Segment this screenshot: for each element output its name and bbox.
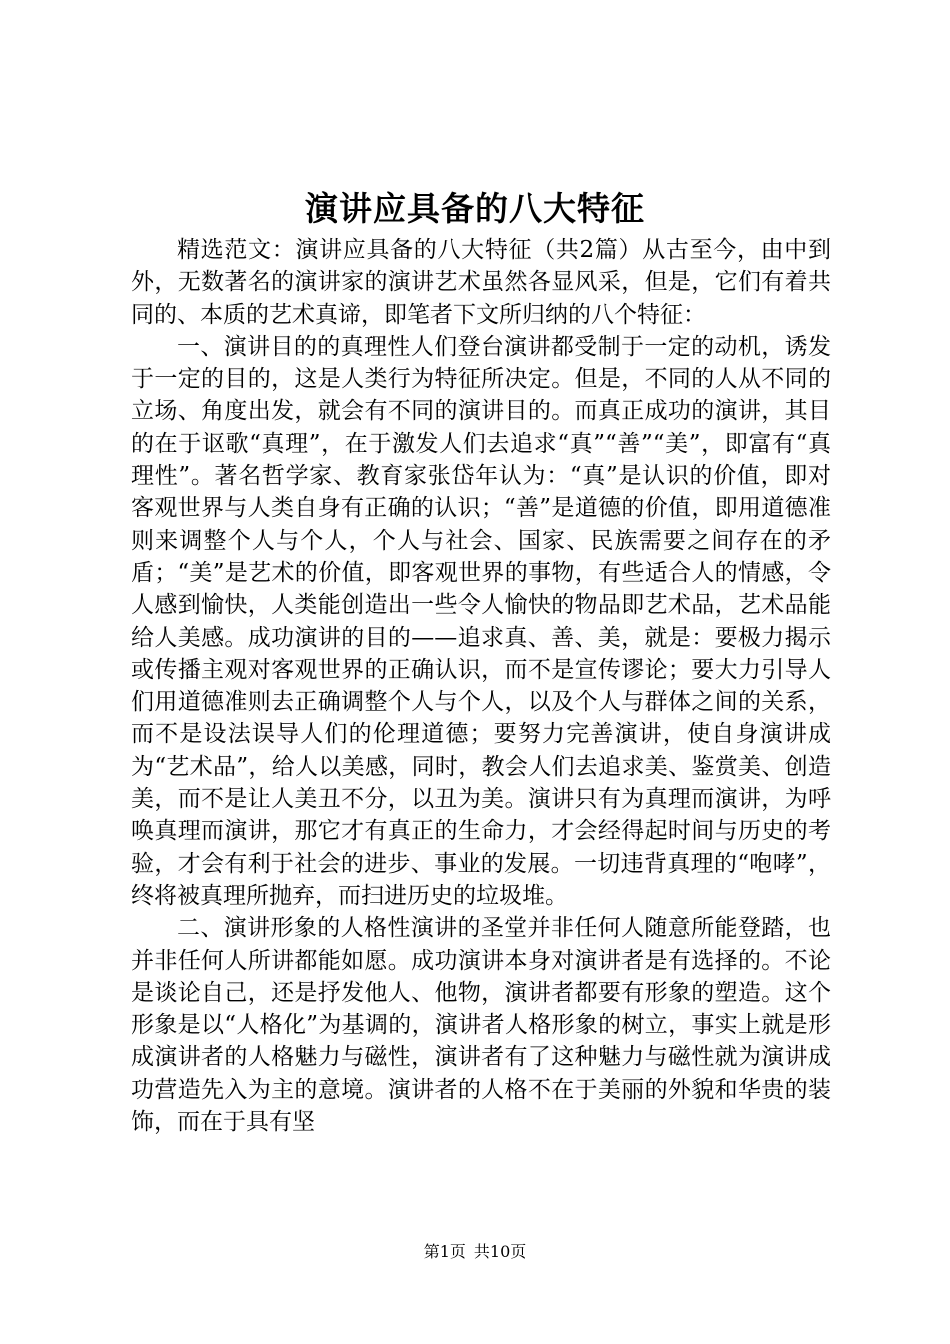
page-total: 共10页 <box>473 1242 527 1261</box>
paragraph-intro: 精选范文：演讲应具备的八大特征（共2篇）从古至今，由中到外，无数著名的演讲家的演讲艺术虽然各显风采，但是，它们有着共同的、本质的艺术真谛，即笔者下文所归纳的八个特征： <box>131 237 831 328</box>
page-footer <box>0 1240 950 1264</box>
paragraph-section-1: 一、演讲目的的真理性人们登台演讲都受制于一定的动机，诱发于一定的目的，这是人类行为特征所决定。但是，不同的人从不同的立场、角度出发，就会有不同的演讲目的。而真正成功的演讲，其目的在于讴歌“真理”，在于激发人们去追求“真”“善”“美”，即富有“真理性”。著名哲学家、教育家张岱年认为：“真”是认识的价值，即对客观世界与人类自身有正确的认识；“善”是道德的价值，即用道德准则来调整个人与个人，个人与社会、国家、民族需要之间存在的矛盾；“美”是艺术的价值，即客观世界的事物，有些适合人的情感，令人感到愉快，人类能创造出一些令人愉快的物品即艺术品，艺术品能给人美感。成功演讲的目的——追求真、善、美，就是：要极力揭示或传播主观对客观世界的正确认识，而不是宣传谬论；要大力引导人们用道德准则去正确调整个人与个人，以及个人与群体之间的关系，而不是设法误导人们的伦理道德；要努力完善演讲，使自身演讲成为“艺术品”，给人以美感，同时，教会人们去追求美、鉴赏美、创造美，而不是让人美丑不分，以丑为美。演讲只有为真理而演讲，为呼唤真理而演讲，那它才有真正的生命力，才会经得起时间与历史的考验，才会有利于社会的进步、事业的发展。一切违背真理的“咆哮”，终将被真理所抛弃，而扫进历史的垃圾堆。 <box>131 333 831 909</box>
page-number: 第1页 <box>423 1242 466 1261</box>
page-title: 演讲应具备的八大特征 <box>305 189 645 228</box>
paragraph-section-2: 二、演讲形象的人格性演讲的圣堂并非任何人随意所能登踏，也并非任何人所讲都能如愿。成功演讲本身对演讲者是有选择的。不论是谈论自己，还是抒发他人、他物，演讲者都要有形象的塑造。这个形象是以“人格化”为基调的，演讲者人格形象的树立，事实上就是形成演讲者的人格魅力与磁性，演讲者有了这种魅力与磁性就为演讲成功营造先入为主的意境。演讲者的人格不在于美丽的外貌和华贵的装饰，而在于具有坚 <box>131 915 831 1136</box>
document-body <box>131 234 831 1138</box>
